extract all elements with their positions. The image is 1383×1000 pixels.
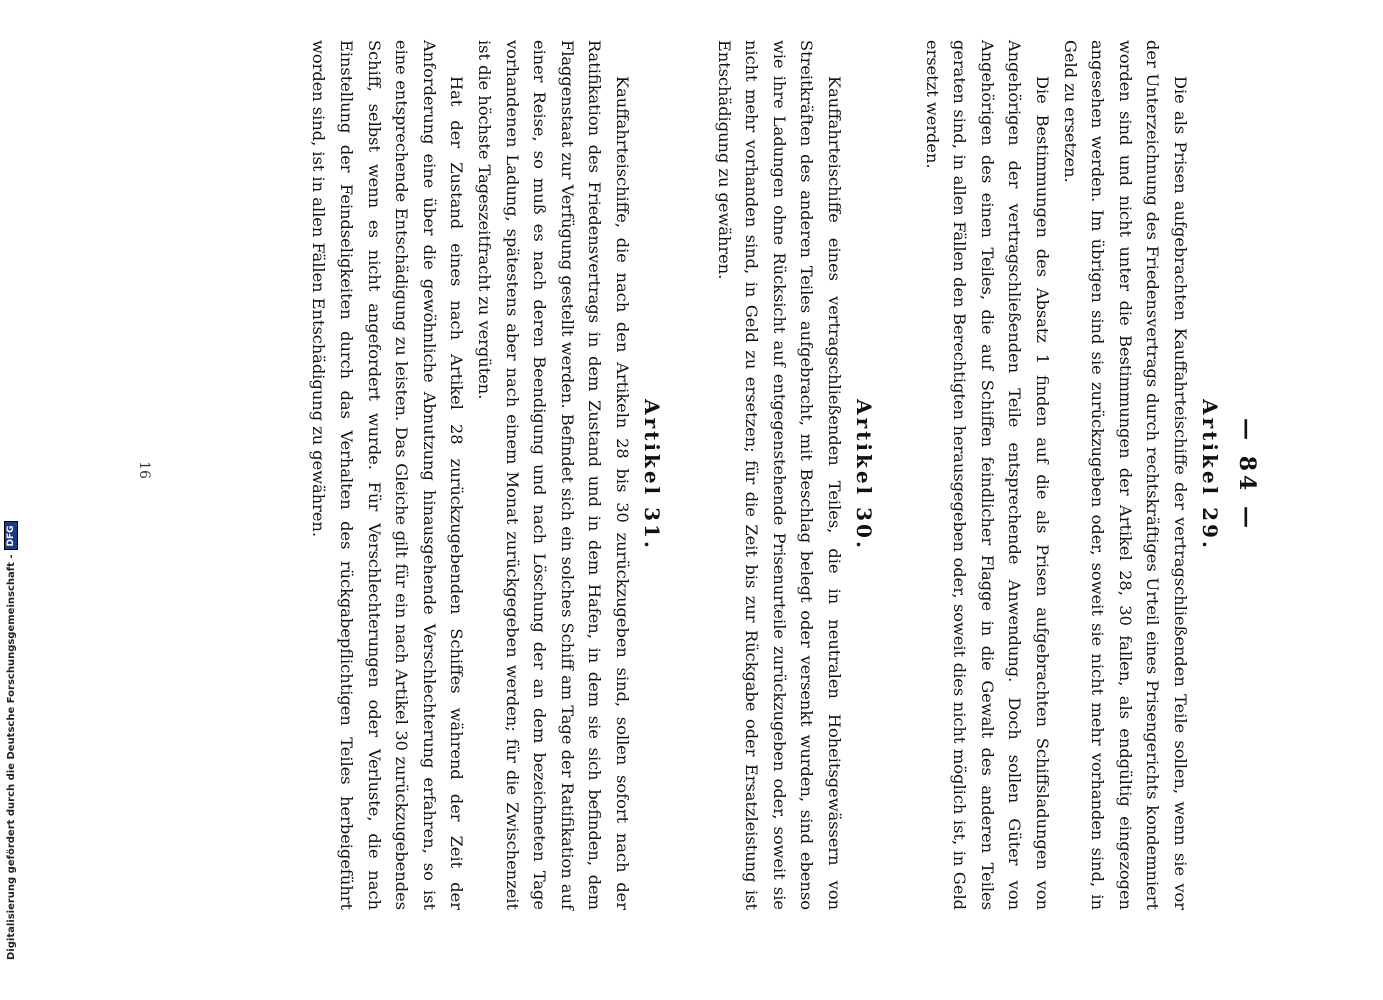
article-31-paragraph-2: Hat der Zustand eines nach Artikel 28 zurückzugebenden Schiffes während der Zeit der Anforderung eine über die gewöhnliche Abnutzung hinausgehende Verschlechterung erfahren, so ist eine entsprechende Entschädigung zu leisten. Das Gleiche gilt für ein nach Artikel 30 zurückzugebendes Schiff, selbst wenn es nicht angefordert wurde. Für Verschlechterungen oder Verluste, die nach Einstellung der Feindseligkeiten durch das Verhalten des rückgabepflichtigen Teiles herbeigeführt worden sind, ist in allen Fällen Entschädigung zu gewähren. [309,40,467,910]
article-31-paragraph-1: Kauffahrteischiffe, die nach den Artikeln 28 bis 30 zurückzugeben sind, sollen sofort nach der Ratifikation des Friedensvertrags in dem Zustand und in dem Hafen, in dem sie sich befinden, dem Flaggenstaat zur Verfügung gestellt werden. Befindet sich ein solches Schiff am Tage der Ratifikation auf einer Reise, so muß es nach deren Beendigung und nach Löschung der an dem bezeichneten Tage vorhandenen Ladung, spätestens aber nach einem Monat zurückgegeben werden; für die Zwischenzeit ist die höchste Tageszeitfracht zu vergüten. [475,40,632,910]
article-29-paragraph-1: Die als Prisen aufgebrachten Kauffahrteischiffe der vertragschließenden Teile sollen, wenn sie vor der Unterzeichnung des Friedensvertrags durch rechtskräftiges Urteil eines Prisengerichts kondemniert worden sind und nicht unter die Bestimmungen der Artikel 28, 30 fallen, als endgültig eingezogen angesehen werden. Im übrigen sind sie zurückzugeben oder, soweit sie nicht mehr vorhanden sind, in Geld zu ersetzen. [1060,40,1190,910]
article-31 [305,40,664,910]
article-31-title: Artikel 31. [640,399,664,551]
page-header: — 84 — [1234,418,1260,532]
rotated-text-block [110,40,1260,910]
dfg-logo-icon: DFG [4,521,18,550]
article-30 [710,40,876,910]
article-29-title: Artikel 29. [1198,399,1222,551]
article-29-paragraph-2: Die Bestimmungen des Absatz 1 finden auf die als Prisen aufgebrachten Schiffsladungen von Angehörigen der vertragschließenden Teile entsprechende Anwendung. Doch sollen Güter von Angehörigen des einen Teiles, die auf Schiffen feindlicher Flagge in die Gewalt des anderen Teiles geraten sind, in allen Fällen den Berechtigten herausgegeben oder, soweit dies nicht möglich ist, in Geld ersetzt werden. [922,40,1053,910]
signature-mark: 16 [136,461,152,479]
article-29 [918,40,1222,910]
digitization-note-text: Digitalisierung gefördert durch die Deutsche Forschungsgemeinschaft - [5,554,17,960]
article-30-paragraph-1: Kauffahrteischiffe eines vertragschließenden Teiles, die in neutralen Hoheitsgewässern von Streitkräften des anderen Teiles aufgebracht, mit Beschlag belegt oder versenkt wurden, sind ebenso wie ihre Ladungen ohne Rücksicht auf entgegenstehende Prisenurteile zurückzugeben oder, soweit sie nicht mehr vorhanden sind, in Geld zu ersetzen; für die Zeit bis zur Rückgabe oder Ersatzleistung ist Entschädigung zu gewähren. [714,40,844,910]
digitization-note [3,0,19,960]
article-30-title: Artikel 30. [852,399,876,551]
